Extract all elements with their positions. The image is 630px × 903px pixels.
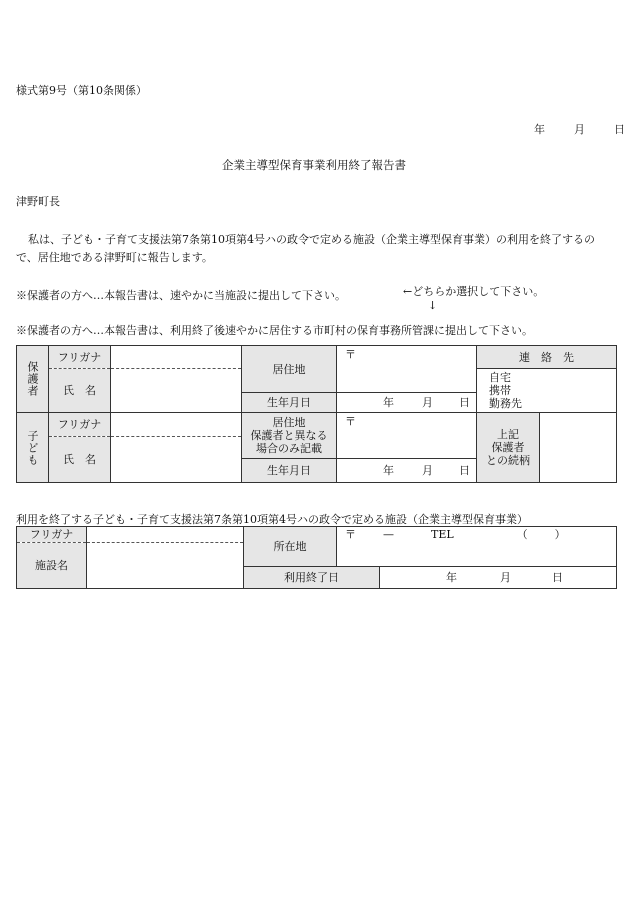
guardian-birthdate-field[interactable] (337, 393, 477, 413)
relation-label (477, 413, 540, 483)
note-submit-municipality: ※保護者の方へ…本報告書は、利用終了後速やかに居住する市町村の保育事務所管課に提出して下さい。 (16, 324, 533, 337)
child-birthdate-field[interactable] (337, 459, 477, 483)
facility-tel-close: ） (554, 528, 566, 541)
birth-year: 年 (383, 396, 394, 409)
facility-table (16, 526, 617, 589)
facility-name-label: 施設名 (17, 543, 87, 589)
child-residence-field[interactable] (337, 413, 477, 459)
facility-location-field[interactable] (337, 527, 617, 567)
birth-day: 日 (459, 396, 470, 409)
child-birth-year: 年 (383, 464, 394, 477)
facility-postal-dash: — (383, 528, 394, 541)
guardian-birthdate-label: 生年月日 (242, 393, 337, 413)
contact-home: 自宅 (489, 371, 511, 384)
end-year: 年 (446, 571, 457, 584)
form-number: 様式第9号（第10条関係） (16, 84, 147, 97)
date-line (534, 121, 625, 137)
guardian-name-label: 氏 名 (49, 369, 111, 413)
choose-note: ←どちらか選択して下さい。 (403, 285, 545, 298)
relation-line-3: との続柄 (486, 454, 530, 467)
birth-month: 月 (422, 396, 433, 409)
postal-mark: 〒 (345, 348, 356, 361)
end-month: 月 (500, 571, 511, 584)
child-furigana-field[interactable] (111, 413, 242, 437)
child-birth-day: 日 (459, 464, 470, 477)
facility-location-label: 所在地 (244, 527, 337, 567)
guardian-label-cell (17, 346, 49, 413)
facility-tel-open: （ (516, 528, 528, 541)
note-submit-facility: ※保護者の方へ…本報告書は、速やかに当施設に提出して下さい。 (16, 289, 346, 302)
contact-mobile: 携帯 (489, 384, 511, 397)
date-month: 月 (574, 123, 585, 136)
facility-section-heading: 利用を終了する子ども・子育て支援法第7条第10項第4号ハの政令で定める施設（企業主導型保育事業） (16, 513, 528, 526)
guardian-residence-label: 居住地 (242, 346, 337, 393)
guardian-furigana-field[interactable] (111, 346, 242, 369)
child-name-field[interactable] (111, 437, 242, 483)
applicant-table (16, 345, 617, 483)
child-furigana-label: フリガナ (49, 413, 111, 437)
child-residence-line-3: 場合のみ記載 (256, 442, 322, 455)
child-residence-label (242, 413, 337, 459)
relation-line-2: 保護者 (491, 441, 525, 454)
relation-line-1: 上記 (497, 428, 519, 441)
contact-work: 勤務先 (489, 397, 522, 410)
facility-name-field[interactable] (87, 543, 244, 589)
end-date-field[interactable] (380, 567, 617, 589)
addressee: 津野町長 (16, 195, 60, 208)
page-title: 企業主導型保育事業利用終了報告書 (222, 158, 406, 172)
body-line-1: 私は、子ども・子育て支援法第7条第10項第4号ハの政令で定める施設（企業主導型保育事業）の利用を終了するの (28, 233, 595, 246)
date-day: 日 (614, 123, 625, 136)
facility-postal-mark: 〒 (345, 528, 356, 541)
guardian-name-field[interactable] (111, 369, 242, 413)
date-year: 年 (534, 123, 545, 136)
child-postal-mark: 〒 (345, 415, 356, 428)
guardian-residence-field[interactable] (337, 346, 477, 393)
child-label-cell (17, 413, 49, 483)
guardian-furigana-label: フリガナ (49, 346, 111, 369)
body-line-2: で、居住地である津野町に報告します。 (16, 251, 213, 264)
child-name-label: 氏 名 (49, 437, 111, 483)
child-residence-line-1: 居住地 (272, 416, 306, 429)
child-residence-line-2: 保護者と異なる (250, 429, 328, 442)
facility-furigana-field[interactable] (87, 527, 244, 543)
relation-field[interactable] (540, 413, 617, 483)
end-day: 日 (552, 571, 563, 584)
contact-header: 連 絡 先 (477, 346, 617, 369)
facility-tel-label: TEL (431, 528, 454, 541)
facility-furigana-label: フリガナ (17, 527, 87, 543)
child-birthdate-label: 生年月日 (242, 459, 337, 483)
end-date-label: 利用終了日 (244, 567, 380, 589)
contact-field[interactable] (477, 369, 617, 413)
child-label: 子ども (26, 429, 39, 466)
guardian-label: 保護者 (26, 361, 39, 397)
child-birth-month: 月 (422, 464, 433, 477)
down-arrow-icon: ↓ (428, 299, 438, 312)
